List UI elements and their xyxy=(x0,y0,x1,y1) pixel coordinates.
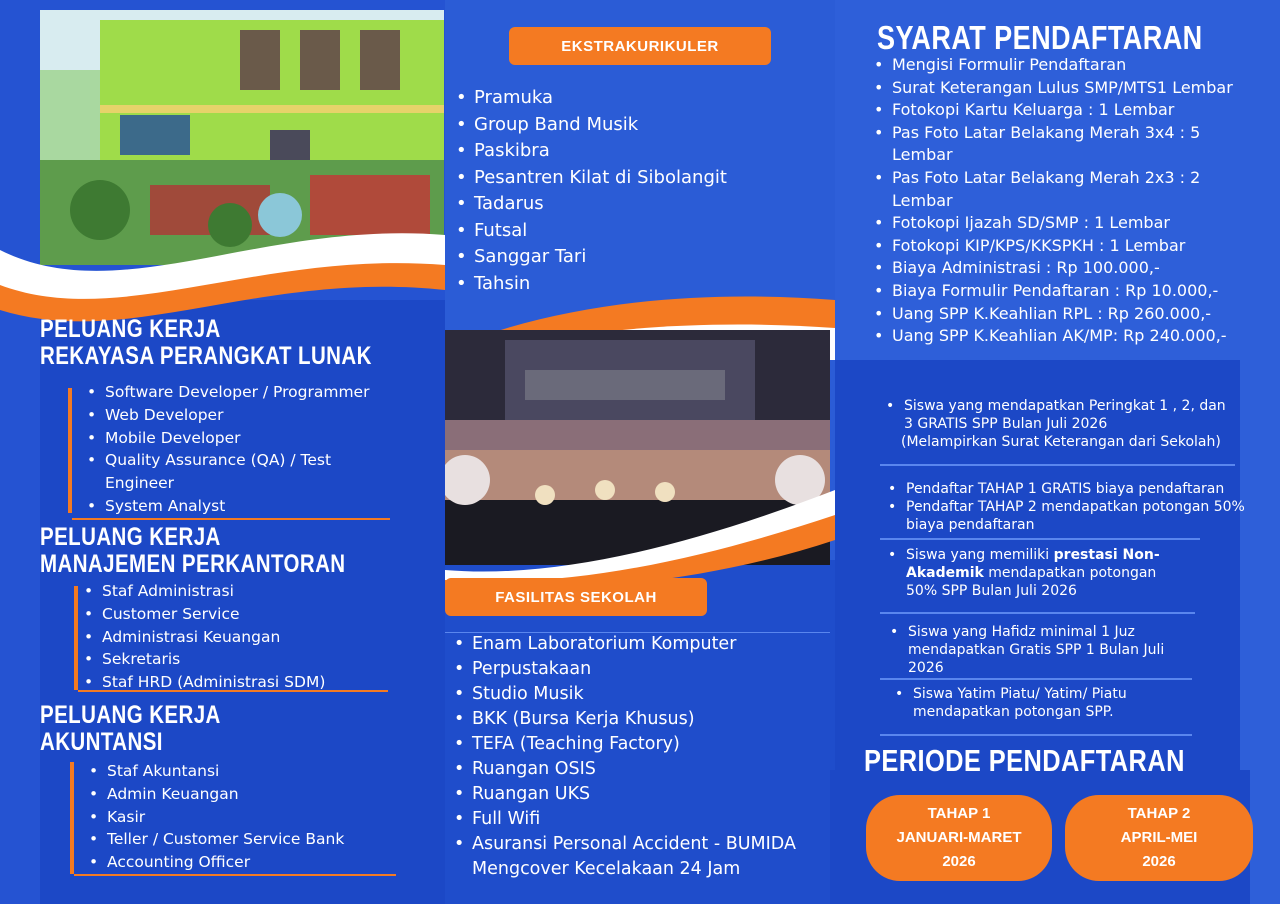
list-item: • Studio Musik xyxy=(450,682,820,707)
list-item: • Sekretaris xyxy=(80,648,380,671)
list-item: • Asuransi Personal Accident - BUMIDA Mengcover Kecelakaan 24 Jam xyxy=(450,832,820,882)
promo-2b-text: Pendaftar TAHAP 2 mendapatkan potongan 50% biaya pendaftaran xyxy=(906,499,1245,533)
list-item: • Pramuka xyxy=(452,85,832,112)
promo-1-text: Siswa yang mendapatkan Peringkat 1 , 2, dan 3 GRATIS SPP Bulan Juli 2026 xyxy=(904,398,1226,432)
promo-5: • Siswa Yatim Piatu/ Yatim/ Piatu mendapatkan potongan SPP. xyxy=(895,686,1127,720)
promo-2a-text: Pendaftar TAHAP 1 GRATIS biaya pendaftaran xyxy=(906,481,1225,497)
promo-4-text: Siswa yang Hafidz minimal 1 Juz mendapatkan Gratis SPP 1 Bulan Juli 2026 xyxy=(908,624,1165,676)
list-item: • Sanggar Tari xyxy=(452,244,832,271)
peluang-ak-title-line1: PELUANG KERJA xyxy=(40,701,221,729)
list-item: • Biaya Administrasi : Rp 100.000,- xyxy=(870,257,1240,280)
list-item: • Ruangan UKS xyxy=(450,782,820,807)
list-item: • Software Developer / Programmer xyxy=(83,381,373,404)
tahap-1-badge xyxy=(866,795,1052,881)
syarat-list xyxy=(870,54,1240,348)
mp-accent-line xyxy=(74,586,78,690)
list-item: • Pesantren Kilat di Sibolangit xyxy=(452,165,832,192)
list-item: • TEFA (Teaching Factory) xyxy=(450,732,820,757)
tahap-2-months: APRIL-MEI xyxy=(1120,829,1198,846)
periode-title: PERIODE PENDAFTARAN xyxy=(864,743,1185,778)
promo-sep-5 xyxy=(880,734,1192,736)
peluang-mp-title-line2: MANAJEMEN PERKANTORAN xyxy=(40,550,346,578)
promo-sep-4 xyxy=(880,678,1192,680)
peluang-rpl-title-line1: PELUANG KERJA xyxy=(40,315,221,343)
peluang-ak-title xyxy=(40,702,221,756)
list-item: • Surat Keterangan Lulus SMP/MTS1 Lembar xyxy=(870,77,1240,100)
list-item: • Fotokopi KIP/KPS/KKSPKH : 1 Lembar xyxy=(870,235,1240,258)
promo-sep-3 xyxy=(880,612,1195,614)
tahap-1-year: 2026 xyxy=(942,853,976,870)
promo-1: • Siswa yang mendapatkan Peringkat 1 , 2, dan 3 GRATIS SPP Bulan Juli 2026 (Melampirkan Surat Keterangan dari Sekolah) xyxy=(884,397,1239,451)
rpl-underline xyxy=(72,518,390,520)
promo-3-post: mendapatkan potongan 50% SPP Bulan Juli 2026 xyxy=(906,565,1157,599)
peluang-rpl-title-line2: REKAYASA PERANGKAT LUNAK xyxy=(40,342,372,370)
promo-3-pre: Siswa yang memiliki xyxy=(906,547,1054,563)
list-item: • Fotokopi Ijazah SD/SMP : 1 Lembar xyxy=(870,212,1240,235)
list-item: • Staf HRD (Administrasi SDM) xyxy=(80,671,380,694)
list-item: • Enam Laboratorium Komputer xyxy=(450,632,820,657)
syarat-title: SYARAT PENDAFTARAN xyxy=(877,19,1203,56)
ak-underline xyxy=(74,874,396,876)
fasilitas-title: FASILITAS SEKOLAH xyxy=(445,578,707,616)
list-item: • BKK (Bursa Kerja Khusus) xyxy=(450,707,820,732)
list-item: • Tadarus xyxy=(452,191,832,218)
promo-sep-1 xyxy=(880,464,1235,466)
list-item: • Futsal xyxy=(452,218,832,245)
list-item: • Customer Service xyxy=(80,603,380,626)
list-item: • Pas Foto Latar Belakang Merah 3x4 : 5 Lembar xyxy=(870,122,1240,167)
ekstrakurikuler-title: EKSTRAKURIKULER xyxy=(509,27,771,65)
promo-5-text: Siswa Yatim Piatu/ Yatim/ Piatu mendapatkan potongan SPP. xyxy=(913,686,1127,720)
peluang-mp-title xyxy=(40,524,346,578)
list-item: • Paskibra xyxy=(452,138,832,165)
swoosh-top xyxy=(0,220,445,330)
list-item: • Mobile Developer xyxy=(83,427,373,450)
mp-list xyxy=(80,580,380,694)
promo-sep-2 xyxy=(880,538,1200,540)
list-item: • Staf Administrasi xyxy=(80,580,380,603)
swoosh-mid-bottom xyxy=(445,480,835,590)
promo-3-bold: prestasi Non-Akademik xyxy=(906,547,1160,581)
ak-accent-line xyxy=(70,762,74,874)
list-item: • Staf Akuntansi xyxy=(85,760,385,783)
promo-3: • Siswa yang memiliki prestasi Non-Akademik mendapatkan potongan 50% SPP Bulan Juli 2026 xyxy=(888,547,1160,599)
tahap-1-months: JANUARI-MARET xyxy=(896,829,1022,846)
list-item: • Administrasi Keuangan xyxy=(80,626,380,649)
list-item: • Biaya Formulir Pendaftaran : Rp 10.000,- xyxy=(870,280,1240,303)
tahap-2-label: TAHAP 2 xyxy=(1127,805,1191,822)
list-item: • Group Band Musik xyxy=(452,112,832,139)
list-item: • Teller / Customer Service Bank xyxy=(85,828,385,851)
peluang-mp-title-line1: PELUANG KERJA xyxy=(40,523,221,551)
promo-1-note: (Melampirkan Surat Keterangan dari Sekolah) xyxy=(901,434,1221,450)
list-item: • Quality Assurance (QA) / Test Engineer xyxy=(83,449,373,495)
list-item: • Web Developer xyxy=(83,404,373,427)
fasilitas-list xyxy=(450,632,820,882)
rpl-accent-line xyxy=(68,388,72,513)
tahap-2-badge xyxy=(1065,795,1253,881)
promo-2: • Pendaftar TAHAP 1 GRATIS biaya pendaftaran • Pendaftar TAHAP 2 mendapatkan potongan 50% biaya pendaftaran xyxy=(888,481,1245,533)
peluang-rpl-title xyxy=(40,316,372,370)
tahap-1-label: TAHAP 1 xyxy=(927,805,991,822)
rpl-list xyxy=(83,381,373,518)
ekstrakurikuler-list xyxy=(452,85,832,297)
list-item: • Uang SPP K.Keahlian RPL : Rp 260.000,- xyxy=(870,303,1240,326)
list-item: • Kasir xyxy=(85,806,385,829)
list-item: • Admin Keuangan xyxy=(85,783,385,806)
list-item: • Mengisi Formulir Pendaftaran xyxy=(870,54,1240,77)
ak-list xyxy=(85,760,385,874)
list-item: • Uang SPP K.Keahlian AK/MP: Rp 240.000,- xyxy=(870,325,1240,348)
list-item: • Accounting Officer xyxy=(85,851,385,874)
list-item: • System Analyst xyxy=(83,495,373,518)
peluang-ak-title-line2: AKUNTANSI xyxy=(40,728,163,756)
promo-4: • Siswa yang Hafidz minimal 1 Juz mendapatkan Gratis SPP 1 Bulan Juli 2026 xyxy=(890,624,1165,676)
list-item: • Fotokopi Kartu Keluarga : 1 Lembar xyxy=(870,99,1240,122)
list-item: • Full Wifi xyxy=(450,807,820,832)
list-item: • Pas Foto Latar Belakang Merah 2x3 : 2 Lembar xyxy=(870,167,1240,212)
list-item: • Perpustakaan xyxy=(450,657,820,682)
tahap-2-year: 2026 xyxy=(1142,853,1176,870)
list-item: • Ruangan OSIS xyxy=(450,757,820,782)
list-item: • Tahsin xyxy=(452,271,832,298)
